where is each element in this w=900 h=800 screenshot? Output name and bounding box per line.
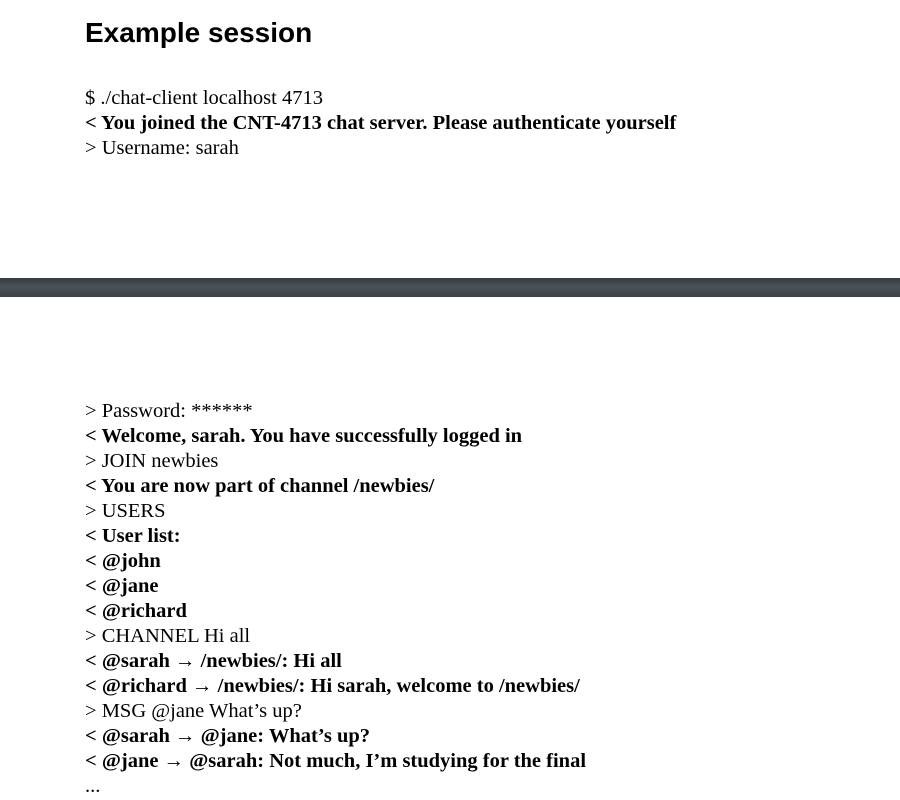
line-text: MSG @jane What’s up? (101, 700, 302, 722)
line-text: @jane → @sarah: Not much, I’m studying for the final (101, 750, 587, 772)
line-prefix: > (85, 450, 102, 472)
line-text: @john (101, 550, 161, 572)
line-prefix: < (85, 475, 102, 497)
session-transcript-page-2 (85, 399, 586, 799)
line-prefix: < (85, 675, 102, 697)
page-break-divider (0, 278, 900, 297)
line-text: @richard → /newbies/: Hi sarah, welcome to /newbies/ (101, 675, 580, 697)
transcript-line-server-reply (85, 524, 586, 549)
line-text: @sarah → @jane: What’s up? (101, 725, 371, 747)
transcript-line-client-input (85, 699, 586, 724)
line-text: You are now part of channel /newbies/ (101, 475, 435, 497)
transcript-line-client-input (85, 449, 586, 474)
line-prefix: < (85, 725, 102, 747)
transcript-line-server-reply (85, 649, 586, 674)
transcript-line-server-reply (85, 599, 586, 624)
transcript-line-server-reply (85, 111, 676, 136)
transcript-continuation-ellipsis: ... (85, 775, 101, 797)
line-text: JOIN newbies (101, 450, 219, 472)
line-prefix: < (85, 112, 102, 134)
transcript-line-server-reply (85, 749, 586, 774)
transcript-line-server-reply (85, 724, 586, 749)
transcript-line-client-input (85, 399, 586, 424)
line-prefix: < (85, 750, 102, 772)
line-prefix: > (85, 500, 102, 522)
line-prefix: > (85, 700, 102, 722)
line-text: ./chat-client localhost 4713 (100, 87, 323, 109)
line-text: @richard (101, 600, 187, 622)
line-text: @sarah → /newbies/: Hi all (101, 650, 342, 672)
transcript-line-client-input (85, 624, 586, 649)
section-heading: Example session (85, 17, 313, 48)
transcript-line-client-input (85, 499, 586, 524)
line-prefix: > (85, 137, 102, 159)
line-prefix: < (85, 575, 102, 597)
line-text: You joined the CNT-4713 chat server. Please authenticate yourself (101, 112, 677, 134)
line-text: USERS (101, 500, 166, 522)
line-prefix: < (85, 425, 102, 447)
line-prefix: > (85, 625, 102, 647)
transcript-line-server-reply (85, 424, 586, 449)
transcript-line-client-input (85, 136, 676, 161)
line-prefix: < (85, 650, 102, 672)
transcript-line-command (85, 86, 676, 111)
transcript-line-server-reply (85, 474, 586, 499)
line-prefix: < (85, 525, 102, 547)
transcript-line-server-reply (85, 549, 586, 574)
transcript-line-server-reply (85, 674, 586, 699)
line-prefix: < (85, 550, 102, 572)
session-transcript-page-1 (85, 86, 676, 161)
line-text: Password: ****** (101, 400, 253, 422)
line-prefix: $ (85, 87, 101, 109)
line-text: CHANNEL Hi all (101, 625, 251, 647)
line-text: Welcome, sarah. You have successfully logged in (101, 425, 523, 447)
line-text: @jane (101, 575, 159, 597)
line-prefix: > (85, 400, 102, 422)
line-text: Username: sarah (101, 137, 239, 159)
line-prefix: < (85, 600, 102, 622)
transcript-line-server-reply (85, 574, 586, 599)
line-text: User list: (101, 525, 181, 547)
